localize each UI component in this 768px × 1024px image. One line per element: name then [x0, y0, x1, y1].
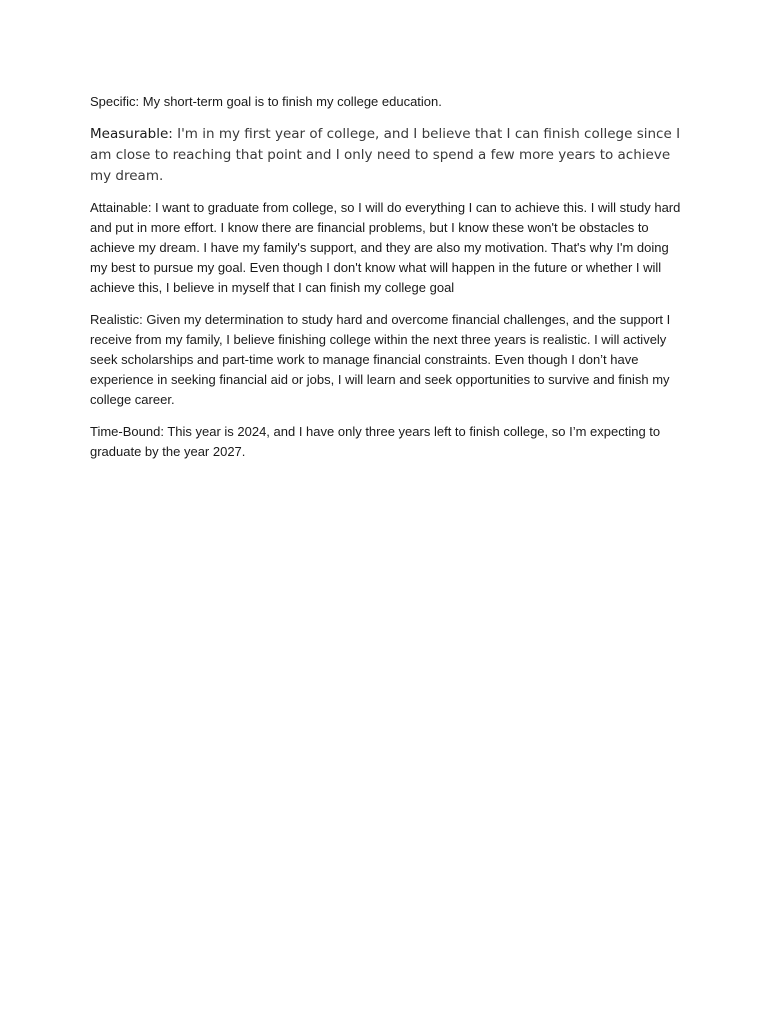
paragraph-label: Realistic: — [90, 312, 143, 327]
paragraph-text: I'm in my first year of college, and I believe that I can finish college since I am close to reaching that point and I only need to spend a few more years to achieve my dream. — [90, 126, 681, 184]
paragraph-attainable — [90, 198, 682, 298]
paragraph-specific — [90, 92, 682, 112]
paragraph-label: Specific: — [90, 94, 140, 109]
paragraph-text: I want to graduate from college, so I will do everything I can to achieve this. I will study hard and put in more effort. I know there are financial problems, but I know these won't be obstacles to achieve my dream. I have my family's support, and they are also my motivation. That's why I'm doing my best to pursue my goal. Even though I don't know what will happen in the future or whether I will achieve this, I believe in myself that I can finish my college goal — [90, 200, 681, 295]
paragraph-label: Measurable: — [90, 126, 173, 142]
document-body — [90, 92, 682, 474]
paragraph-text: Given my determination to study hard and overcome financial challenges, and the support I receive from my family, I believe finishing college within the next three years is realistic. I will actively seek scholarships and part-time work to manage financial constraints. Even though I don’t have experience in seeking financial aid or jobs, I will learn and seek opportunities to survive and finish my college career. — [90, 312, 671, 407]
paragraph-text: My short-term goal is to finish my college education. — [139, 94, 442, 109]
paragraph-measurable — [90, 124, 682, 187]
paragraph-label: Attainable: — [90, 200, 152, 215]
paragraph-time-bound — [90, 422, 682, 462]
paragraph-label: Time-Bound: — [90, 424, 164, 439]
paragraph-text: This year is 2024, and I have only three years left to finish college, so I’m expecting to graduate by the year 2027. — [90, 424, 661, 459]
paragraph-realistic — [90, 310, 682, 410]
